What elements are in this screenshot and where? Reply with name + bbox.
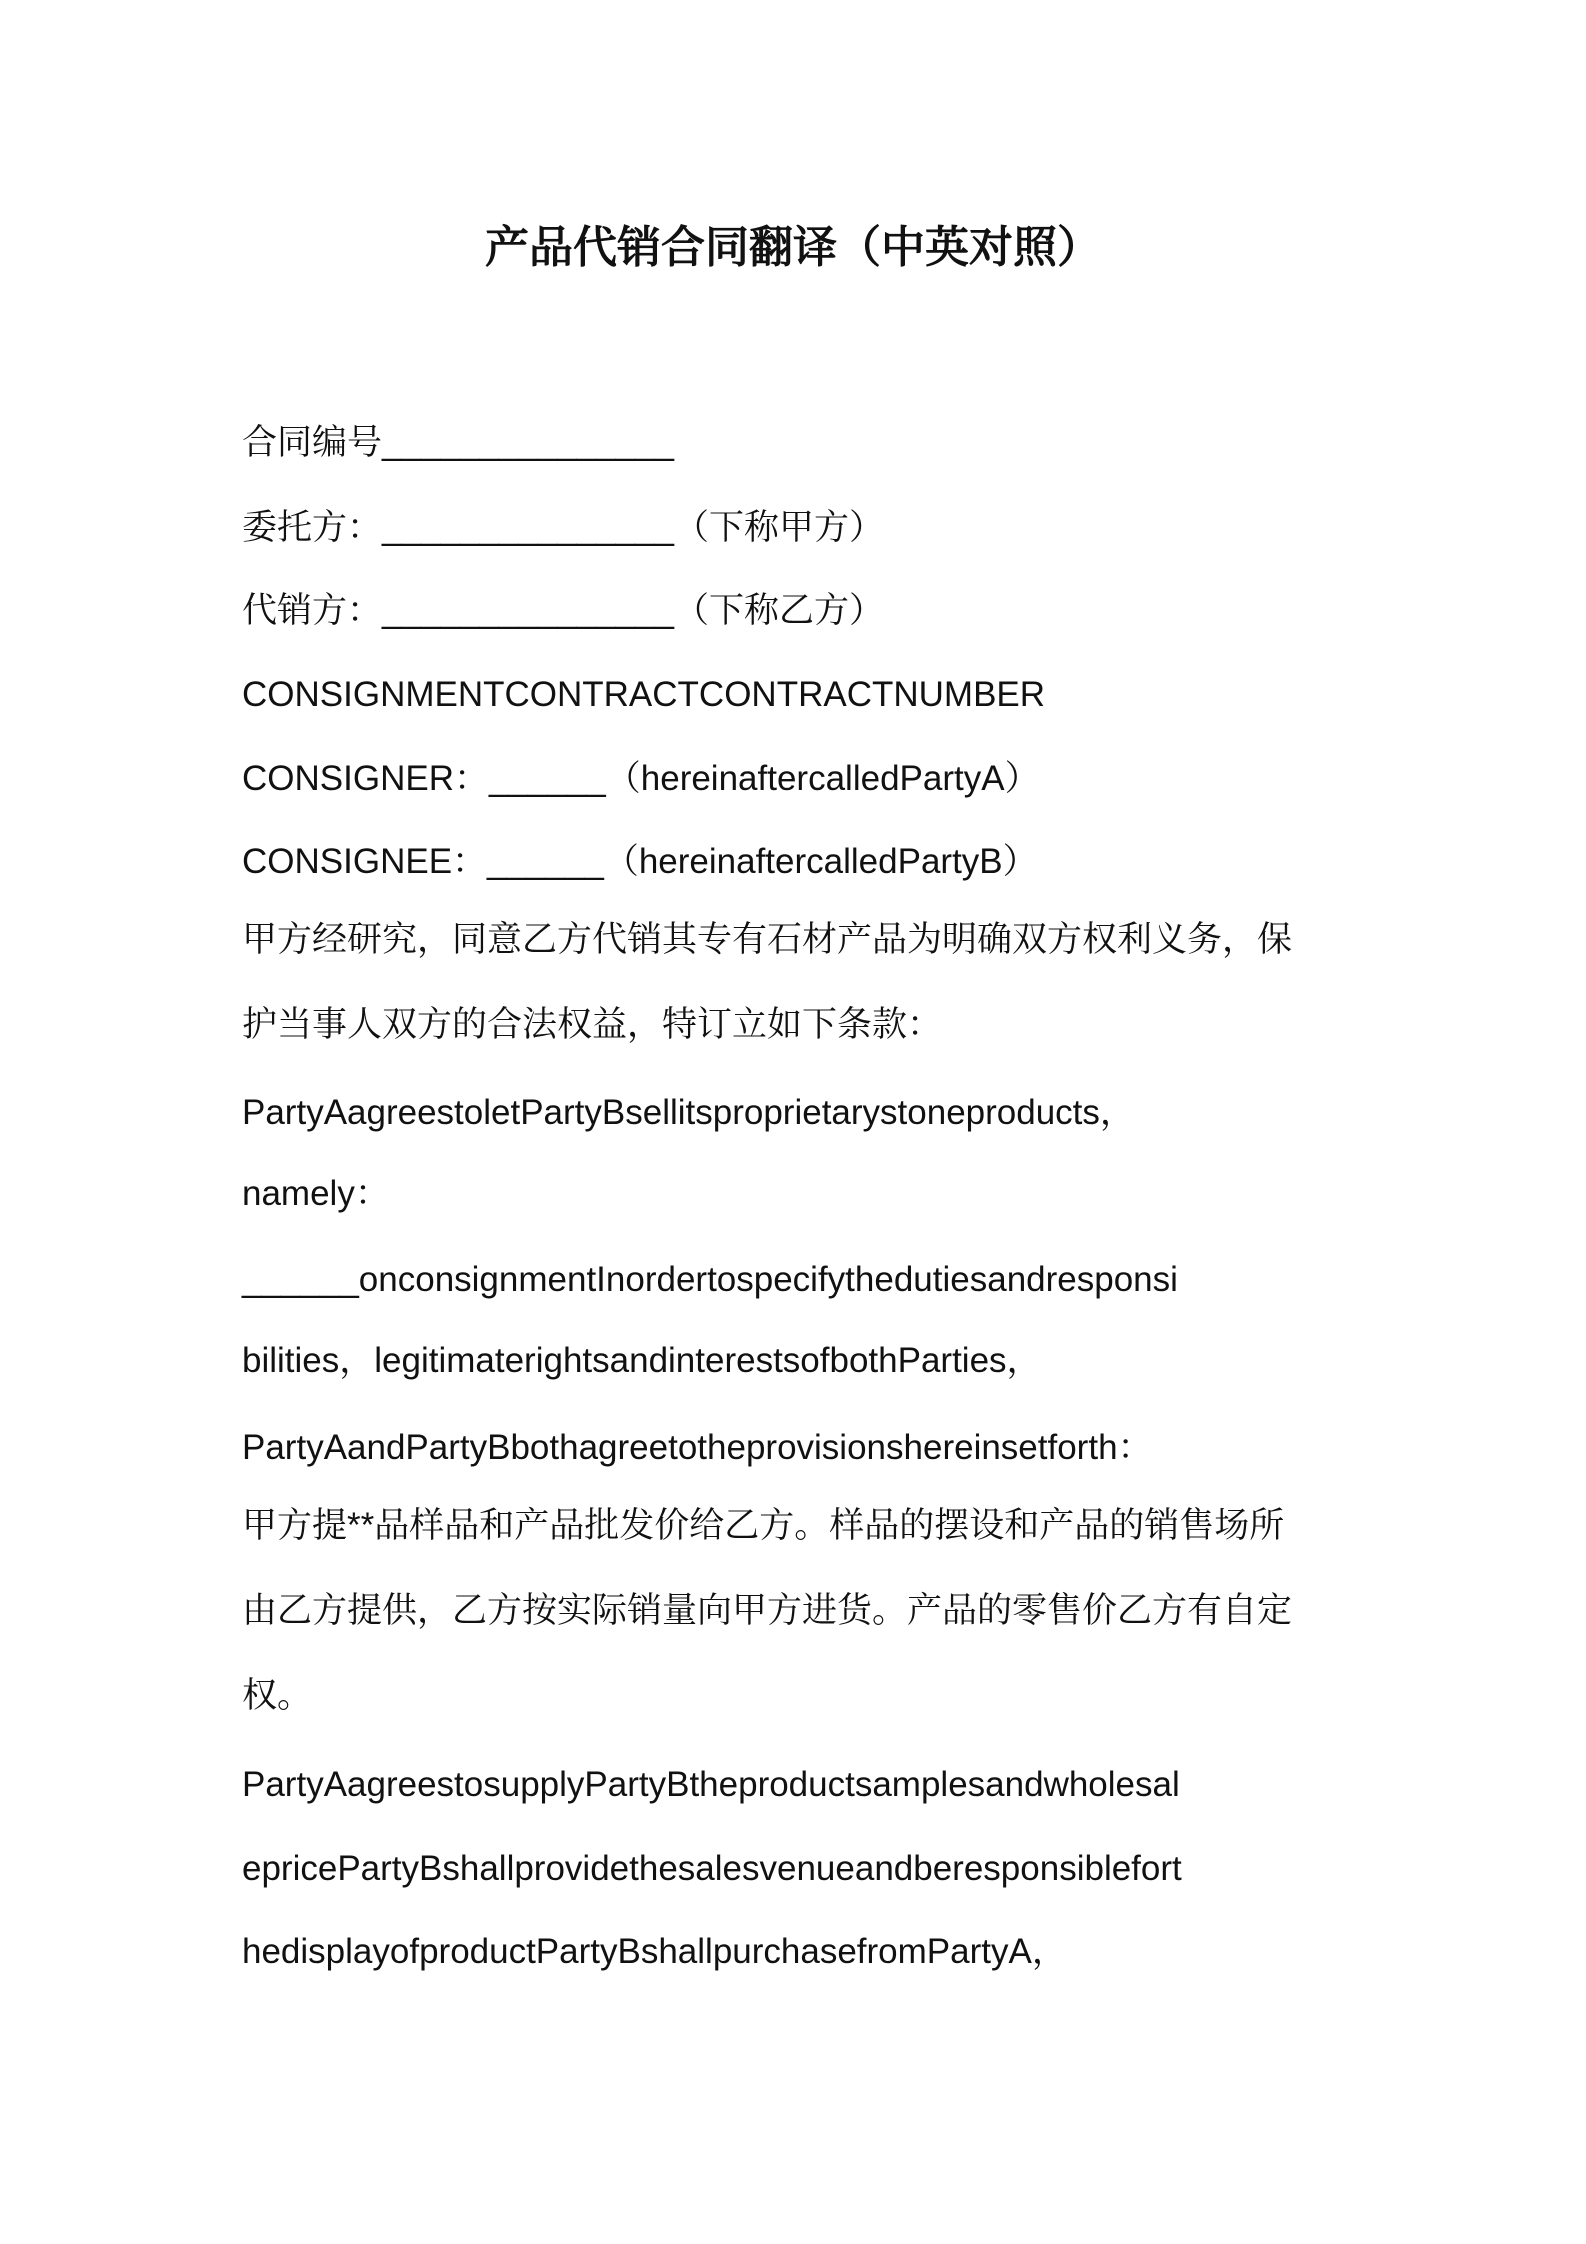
consignee-en-line: CONSIGNEE：______（hereinaftercalledPartyB） xyxy=(242,842,1038,881)
preamble-en-line: bilities，legitimaterightsandinterestsofbothParties， xyxy=(242,1341,1042,1380)
consignee-cn-line: 代销方：_______________（下称乙方） xyxy=(242,591,884,630)
consigner-en-line: CONSIGNER：______（hereinaftercalledPartyA） xyxy=(242,759,1040,798)
preamble-cn-line: 甲方经研究，同意乙方代销其专有石材产品为明确双方权利义务，保 xyxy=(242,920,1293,959)
clause-1-cn-line: 甲方提**品样品和产品批发价给乙方。样品的摆设和产品的销售场所 xyxy=(242,1506,1285,1545)
clause-1-cn-line: 由乙方提供，乙方按实际销量向甲方进货。产品的零售价乙方有自定 xyxy=(242,1591,1293,1630)
preamble-en-line: namely： xyxy=(242,1174,390,1213)
clause-1-en-line: hedisplayofproductPartyBshallpurchasefromPartyA， xyxy=(242,1932,1067,1971)
preamble-en-line: ______onconsignmentInordertospecifythedutiesandresponsi xyxy=(242,1260,1178,1299)
clause-1-en-line: PartyAagreestosupplyPartyBtheproductsamplesandwholesal xyxy=(242,1765,1180,1804)
contract-number-en-line: CONSIGNMENTCONTRACTCONTRACTNUMBER xyxy=(242,675,1046,714)
preamble-en-line: PartyAagreestoletPartyBsellitsproprietarystoneproducts， xyxy=(242,1093,1135,1132)
clause-1-cn-line: 权。 xyxy=(242,1676,313,1715)
clause-1-en-line: epricePartyBshallprovidethesalesvenueandberesponsiblefort xyxy=(242,1849,1182,1888)
consigner-cn-line: 委托方：_______________（下称甲方） xyxy=(242,508,884,547)
preamble-en-line: PartyAandPartyBbothagreetotheprovisionshereinsetforth： xyxy=(242,1428,1153,1467)
document-title: 产品代销合同翻译（中英对照） xyxy=(485,222,1101,273)
preamble-cn-line: 护当事人双方的合法权益，特订立如下条款： xyxy=(242,1005,943,1044)
contract-number-cn-line: 合同编号_______________ xyxy=(242,423,674,462)
